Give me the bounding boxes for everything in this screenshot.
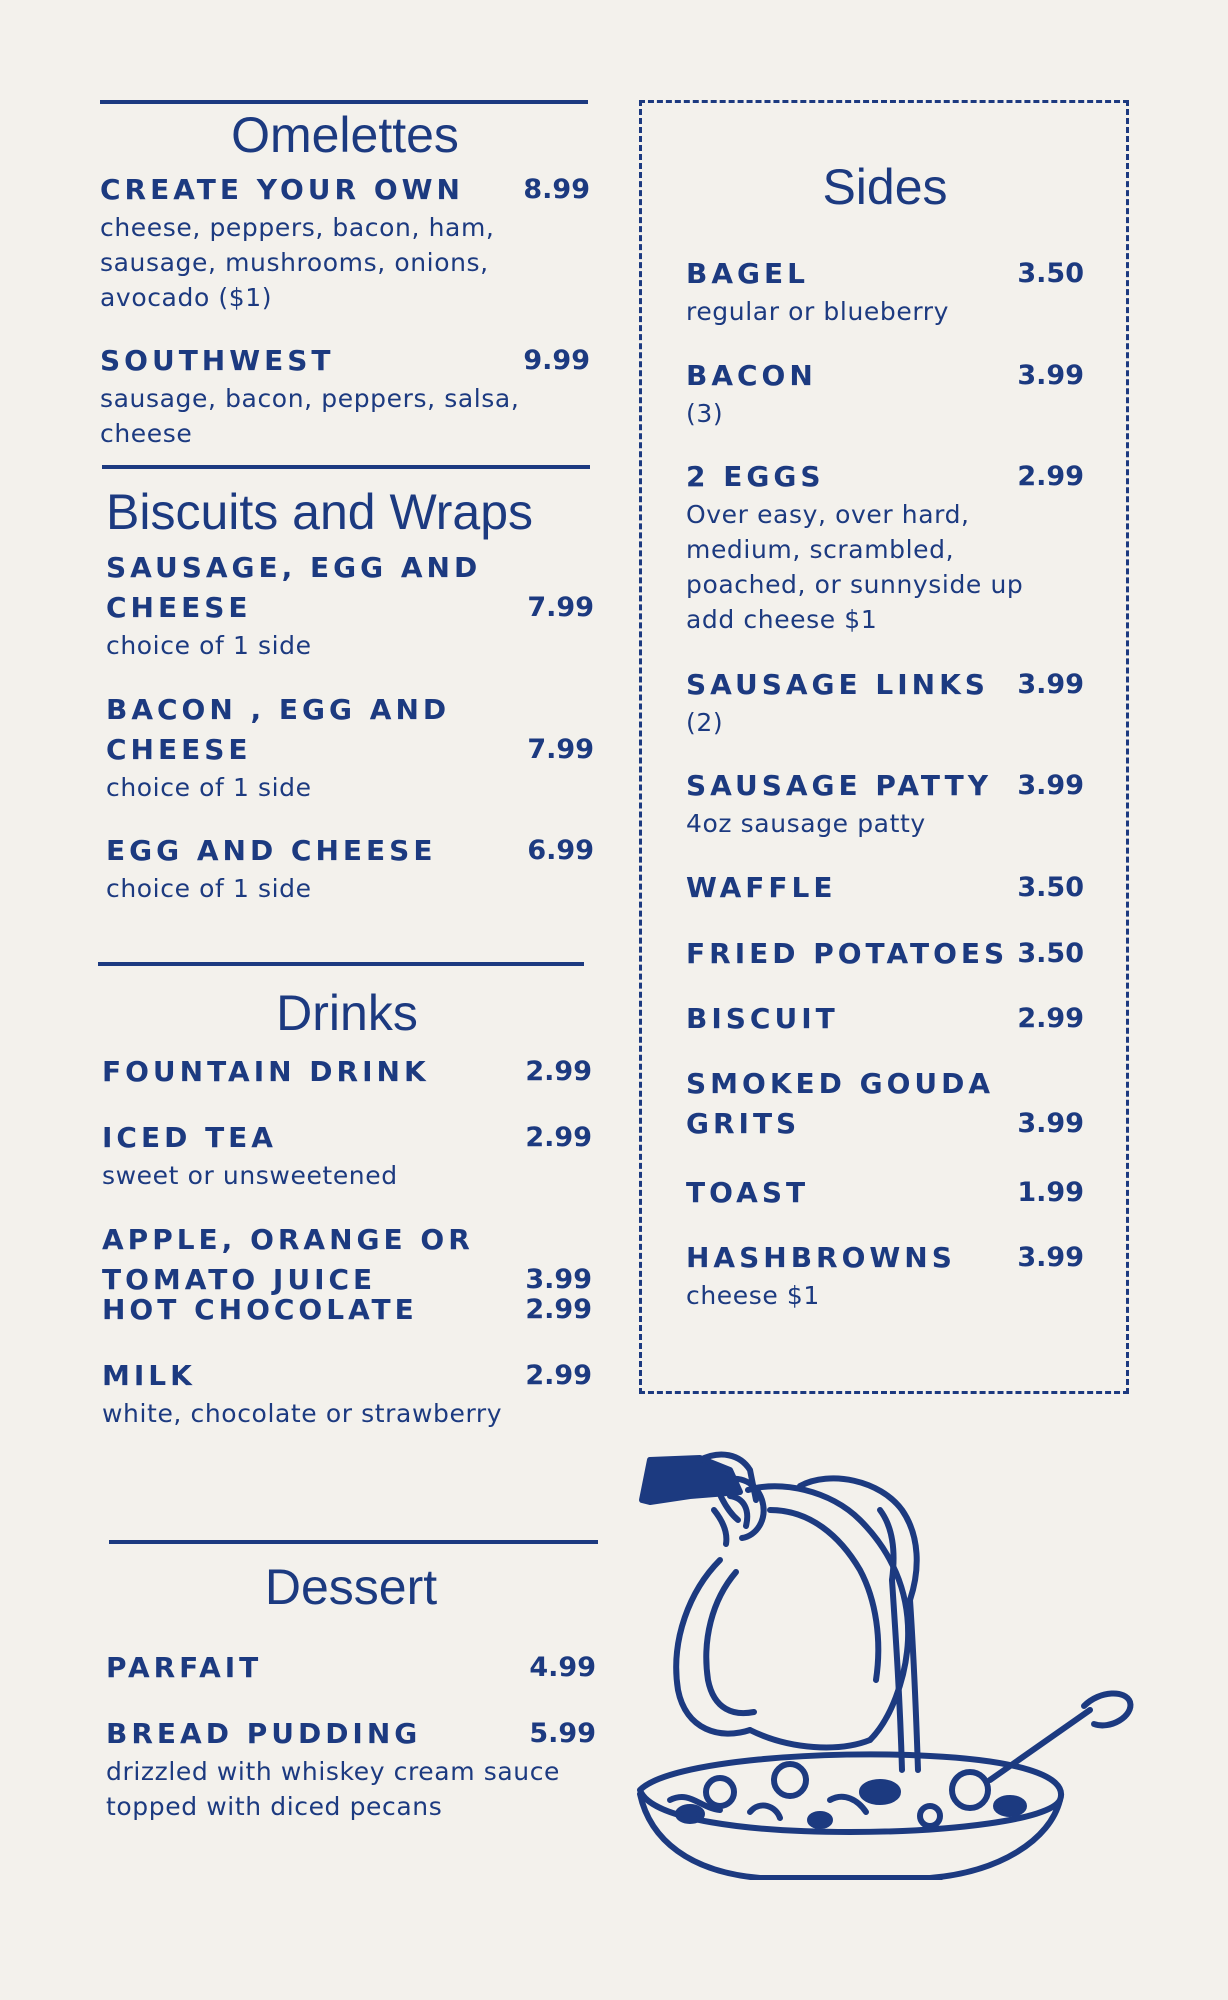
item-description: (3) bbox=[686, 399, 724, 428]
menu-item-2-eggs bbox=[686, 457, 1084, 637]
item-price: 8.99 bbox=[523, 174, 590, 205]
item-name: APPLE, ORANGE OR TOMATO JUICE bbox=[102, 1223, 474, 1296]
item-name: BREAD PUDDING bbox=[106, 1717, 422, 1750]
item-price: 1.99 bbox=[1017, 1177, 1084, 1208]
item-price: 2.99 bbox=[1017, 1003, 1084, 1034]
item-name: PARFAIT bbox=[106, 1651, 263, 1684]
item-price: 2.99 bbox=[525, 1122, 592, 1153]
item-description: (2) bbox=[686, 708, 724, 737]
item-description: sausage, bacon, peppers, salsa, cheese bbox=[100, 384, 520, 448]
omelettes-section bbox=[100, 100, 590, 460]
item-name: ICED TEA bbox=[102, 1121, 277, 1154]
menu-item-bagel bbox=[686, 254, 1084, 329]
item-name: CREATE YOUR OWN bbox=[100, 173, 464, 206]
item-price: 3.50 bbox=[1017, 872, 1084, 903]
item-name: FRIED POTATOES bbox=[686, 937, 1009, 970]
item-description: 4oz sausage patty bbox=[686, 809, 926, 838]
menu-item-biscuit bbox=[686, 999, 1084, 1039]
item-price: 3.99 bbox=[1017, 770, 1084, 801]
item-name: FOUNTAIN DRINK bbox=[102, 1055, 430, 1088]
item-price: 3.99 bbox=[1017, 669, 1084, 700]
item-description: drizzled with whiskey cream sauce topped with diced pecans bbox=[106, 1757, 561, 1821]
biscuits-title: Biscuits and Wraps bbox=[106, 484, 534, 540]
menu-item-parfait bbox=[106, 1648, 596, 1688]
item-price: 2.99 bbox=[525, 1294, 592, 1325]
drinks-section bbox=[102, 962, 592, 1482]
drinks-title: Drinks bbox=[276, 985, 418, 1041]
item-price: 3.50 bbox=[1017, 258, 1084, 289]
item-name: HASHBROWNS bbox=[686, 1241, 956, 1274]
menu-item-iced-tea bbox=[102, 1118, 592, 1193]
menu-item-milk bbox=[102, 1356, 592, 1431]
item-description: regular or blueberry bbox=[686, 297, 950, 326]
menu-item-bacon bbox=[686, 356, 1084, 431]
menu-item-create-your-own bbox=[100, 170, 590, 315]
item-price: 6.99 bbox=[527, 835, 594, 866]
biscuits-top-rule bbox=[102, 465, 590, 469]
menu-item-hashbrowns bbox=[686, 1238, 1084, 1313]
item-name: MILK bbox=[102, 1359, 196, 1392]
item-name: SOUTHWEST bbox=[100, 344, 335, 377]
item-name: BACON bbox=[686, 359, 817, 392]
item-description: white, chocolate or strawberry bbox=[102, 1399, 503, 1428]
pitcher-pouring-into-cereal-bowl-icon bbox=[630, 1440, 1150, 1880]
item-description: cheese $1 bbox=[686, 1281, 820, 1310]
item-name: BISCUIT bbox=[686, 1002, 839, 1035]
menu-item-southwest bbox=[100, 341, 590, 451]
item-price: 9.99 bbox=[523, 345, 590, 376]
sides-title: Sides bbox=[822, 159, 948, 215]
item-name: WAFFLE bbox=[686, 871, 837, 904]
item-price: 3.99 bbox=[1017, 1108, 1084, 1139]
item-price: 2.99 bbox=[525, 1056, 592, 1087]
menu-item-waffle bbox=[686, 868, 1084, 908]
menu-item-sausage-links bbox=[686, 665, 1084, 740]
biscuits-section bbox=[106, 465, 594, 915]
item-price: 4.99 bbox=[529, 1652, 596, 1683]
item-price: 3.99 bbox=[1017, 360, 1084, 391]
menu-item-smoked-gouda-grits bbox=[686, 1064, 1084, 1144]
item-description: sweet or unsweetened bbox=[102, 1161, 398, 1190]
item-price: 7.99 bbox=[527, 734, 594, 765]
item-name: EGG AND CHEESE bbox=[106, 834, 437, 867]
drinks-top-rule bbox=[98, 962, 584, 966]
item-price: 3.99 bbox=[1017, 1242, 1084, 1273]
item-description: Over easy, over hard, medium, scrambled, poached, or sunnyside up add cheese $1 bbox=[686, 500, 1024, 634]
item-name: 2 EGGS bbox=[686, 460, 825, 493]
item-name: SAUSAGE LINKS bbox=[686, 668, 989, 701]
menu-item-bacon-egg-cheese bbox=[106, 690, 594, 805]
item-name: SAUSAGE, EGG AND CHEESE bbox=[106, 551, 482, 624]
menu-item-fountain-drink bbox=[102, 1052, 592, 1092]
item-name: SAUSAGE PATTY bbox=[686, 769, 992, 802]
item-price: 3.50 bbox=[1017, 938, 1084, 969]
item-description: choice of 1 side bbox=[106, 874, 312, 903]
sides-section bbox=[686, 100, 1084, 1394]
omelettes-title: Omelettes bbox=[231, 107, 459, 163]
item-name: BAGEL bbox=[686, 257, 809, 290]
item-name: BACON , EGG AND CHEESE bbox=[106, 693, 451, 766]
dessert-section bbox=[106, 1540, 596, 1840]
omelettes-top-rule bbox=[100, 100, 588, 104]
item-description: choice of 1 side bbox=[106, 631, 312, 660]
menu-item-fried-potatoes bbox=[686, 934, 1084, 974]
dessert-title: Dessert bbox=[264, 1559, 438, 1615]
dessert-top-rule bbox=[109, 1540, 598, 1544]
item-name: SMOKED GOUDA GRITS bbox=[686, 1067, 995, 1140]
menu-item-toast bbox=[686, 1173, 1084, 1213]
item-price: 2.99 bbox=[525, 1360, 592, 1391]
item-name: HOT CHOCOLATE bbox=[102, 1293, 418, 1326]
menu-item-egg-and-cheese bbox=[106, 831, 594, 906]
item-description: cheese, peppers, bacon, ham, sausage, mushrooms, onions, avocado ($1) bbox=[100, 213, 495, 312]
item-price: 7.99 bbox=[527, 592, 594, 623]
menu-item-bread-pudding bbox=[106, 1714, 596, 1824]
item-description: choice of 1 side bbox=[106, 773, 312, 802]
item-price: 3.99 bbox=[525, 1264, 592, 1295]
item-name: TOAST bbox=[686, 1176, 810, 1209]
menu-item-juice bbox=[102, 1220, 592, 1300]
menu-item-hot-chocolate bbox=[102, 1290, 592, 1330]
menu-item-sausage-patty bbox=[686, 766, 1084, 841]
item-price: 5.99 bbox=[529, 1718, 596, 1749]
menu-item-sausage-egg-cheese bbox=[106, 548, 594, 663]
item-price: 2.99 bbox=[1017, 461, 1084, 492]
